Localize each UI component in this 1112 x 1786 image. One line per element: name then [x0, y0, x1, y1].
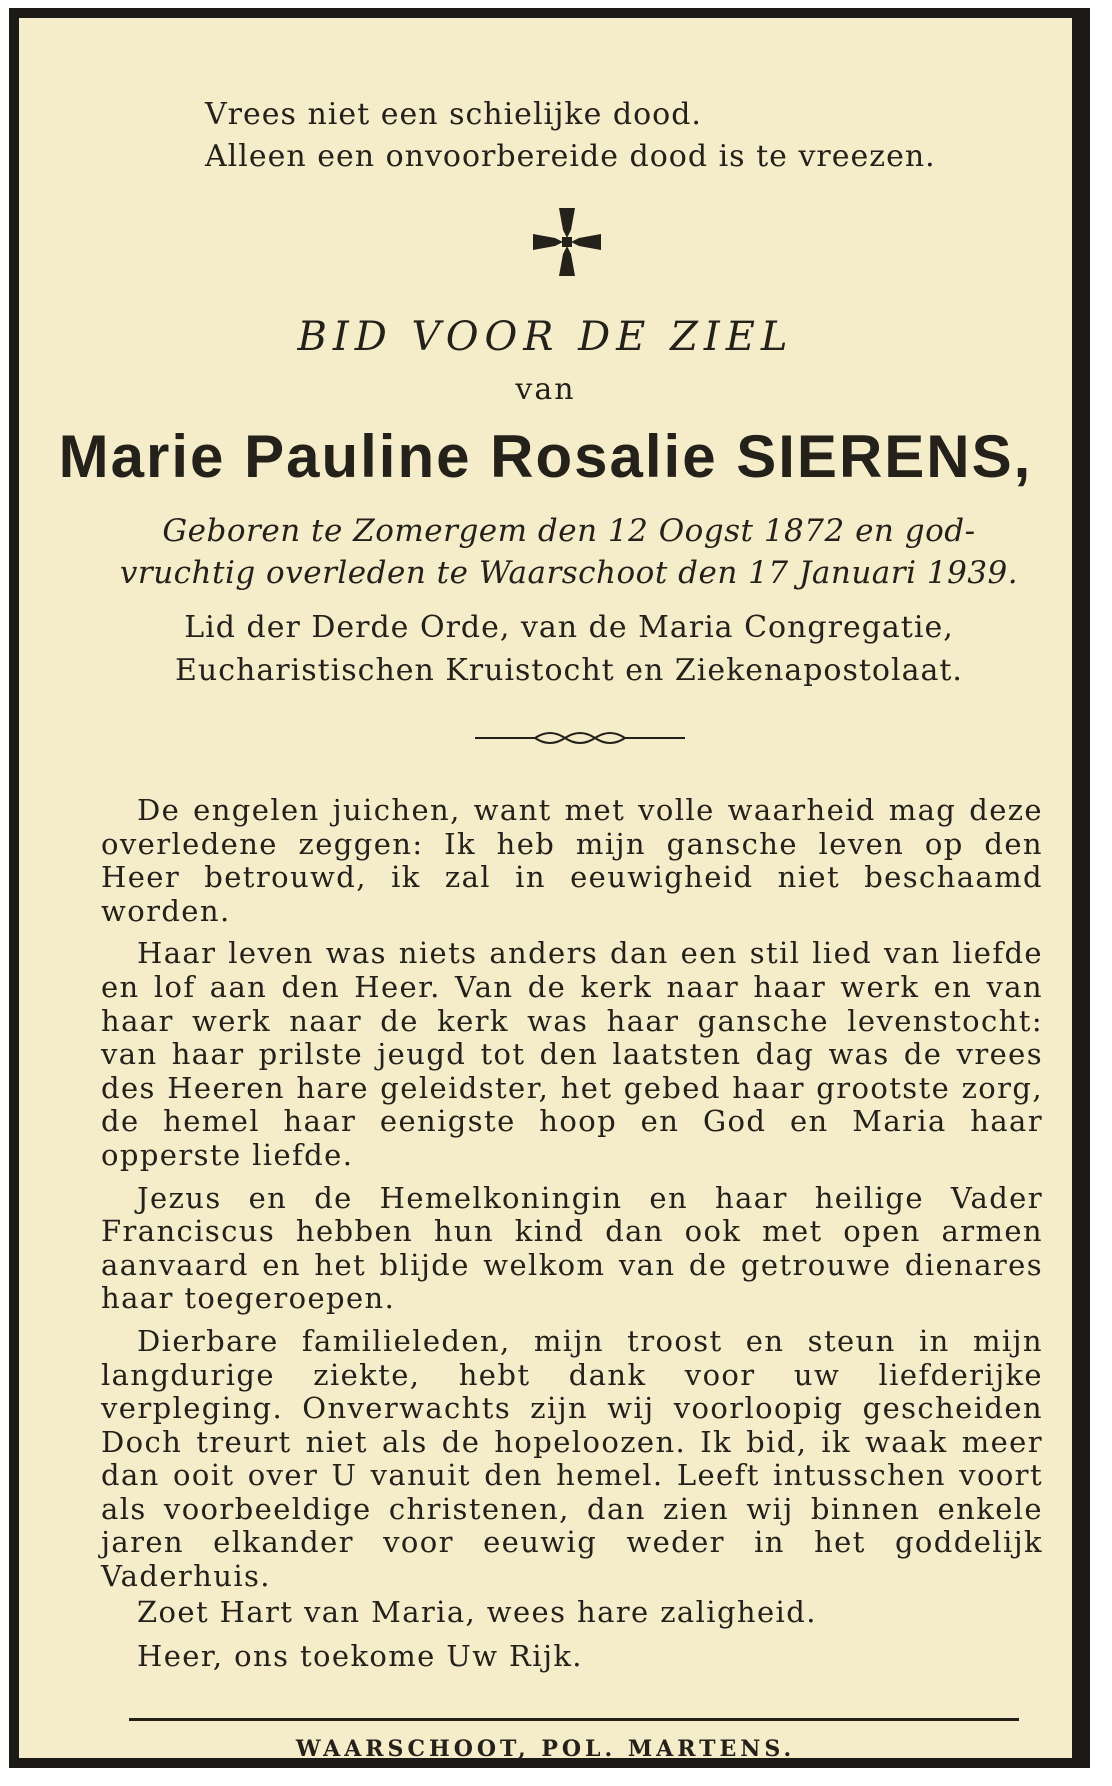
paragraph: Dierbare familieleden, mijn troost en steun in mijn langdurige ziekte, hebt dank voor uw liefderijke verpleging. Onverwachts zijn wij voorloopig gescheiden Doch treurt niet als de hopeloozen. Ik bid, ik waak meer dan ooit over U vanuit den hemel. Leeft intusschen voort als voorbeeldige christenen, dan zien wij binnen enkele jaren elkander voor eeuwig weder in het goddelijk Vaderhuis. [101, 1323, 1043, 1594]
memberships [99, 606, 1039, 692]
van-label: van [515, 372, 576, 407]
paragraph: De engelen juichen, want met volle waarheid mag deze overledene zeggen: Ik heb mijn gansche leven op den Heer betrouwd, ik zal in eeuwigheid niet beschaamd worden. [101, 793, 1043, 928]
deceased-name: Marie Pauline Rosalie SIERENS, [58, 423, 1033, 490]
birth-death-line: Geboren te Zomergem den 12 Oogst 1872 en god- [162, 513, 976, 549]
closing-prayers [137, 1590, 1017, 1678]
closing-line: Heer, ons toekome Uw Rijk. [137, 1639, 583, 1673]
cross-icon [533, 208, 601, 276]
ornament-divider-icon [475, 728, 685, 748]
closing-line: Zoet Hart van Maria, wees hare zaligheid. [137, 1595, 817, 1629]
paragraph: Haar leven was niets anders dan een stil lied van liefde en lof aan den Heer. Van de kerk naar haar werk en van haar werk naar de kerk was haar gansche levenstocht: van haar prilste jeugd tot den laatsten dag was de vrees des Heeren hare geleidster, het gebed haar grootste zorg, de hemel haar eenigste hoop en God en Maria haar opperste liefde. [101, 936, 1043, 1172]
membership-line: Lid der Derde Orde, van de Maria Congregatie, [184, 610, 954, 645]
body-text [101, 794, 1043, 1603]
divider-rule [129, 1718, 1019, 1721]
card-inner [19, 18, 1072, 1762]
epigraph-line: Alleen een onvoorbereide dood is te vreezen. [205, 139, 936, 174]
birth-death-text [99, 510, 1039, 594]
membership-line: Eucharistischen Kruistocht en Ziekenapostolaat. [175, 653, 963, 688]
birth-death-line: vruchtig overleden te Waarschoot den 17 Januari 1939. [119, 555, 1019, 591]
heading: BID VOOR DE ZIEL [297, 314, 794, 360]
epigraph [205, 94, 985, 178]
printer-imprint: WAARSCHOOT, POL. MARTENS. [295, 1736, 796, 1762]
memorial-card [9, 8, 1090, 1768]
paragraph: Jezus en de Hemelkoningin en haar heilige Vader Franciscus hebben hun kind dan ook met open armen aanvaard en het blijde welkom van de getrouwe dienares haar toegeroepen. [101, 1180, 1043, 1316]
epigraph-line: Vrees niet een schielijke dood. [205, 97, 702, 132]
